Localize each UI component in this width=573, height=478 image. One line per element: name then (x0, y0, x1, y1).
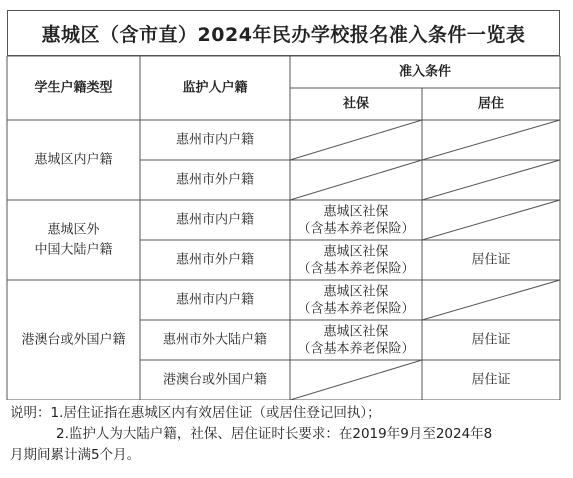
header-social: 社保 (342, 96, 370, 112)
student-type-label: 惠城区内户籍 (34, 152, 113, 168)
social-cell-line: 惠城区社保 (323, 324, 389, 340)
header-student-type: 学生户籍类型 (34, 80, 113, 96)
social-cell-note: （含基本养老保险） (297, 341, 415, 357)
header-guardian: 监护人户籍 (182, 80, 248, 96)
guardian-cell: 港澳台或外国户籍 (162, 372, 268, 388)
empty-cell-slash (422, 200, 560, 240)
empty-cell-slash (422, 120, 560, 160)
empty-cell-slash (422, 280, 560, 320)
header-residence: 居住 (477, 96, 505, 112)
guardian-cell: 惠州市内户籍 (175, 292, 255, 308)
residence-cell: 居住证 (471, 252, 511, 268)
social-cell-note: （含基本养老保险） (297, 261, 415, 277)
notes (10, 403, 565, 466)
note-line-1: 说明：1.居住证指在惠城区内有效居住证（或居住登记回执）； (10, 405, 381, 421)
guardian-cell: 惠州市外大陆户籍 (162, 332, 268, 348)
social-cell-line: 惠城区社保 (323, 204, 389, 220)
note-line-3: 月期间累计满5个月。 (10, 447, 141, 463)
social-cell-line: 惠城区社保 (323, 244, 389, 260)
social-cell-note: （含基本养老保险） (297, 301, 415, 317)
residence-cell: 居住证 (471, 372, 511, 388)
student-type-label: 港澳台或外国户籍 (21, 332, 126, 348)
empty-cell-slash (290, 360, 422, 400)
social-cell-line: 惠城区社保 (323, 284, 389, 300)
empty-cell-slash (290, 120, 422, 160)
student-type-label: 中国大陆户籍 (34, 242, 113, 258)
guardian-cell: 惠州市外户籍 (175, 252, 255, 268)
header-conditions: 准入条件 (398, 64, 452, 80)
note-line-2: 2.监护人为大陆户籍，社保、居住证时长要求：在2019年9月至2024年8 (56, 426, 493, 442)
student-type-label: 惠城区外 (47, 222, 100, 238)
guardian-cell: 惠州市内户籍 (175, 132, 255, 148)
guardian-cell: 惠州市外户籍 (175, 172, 255, 188)
title-text: 惠城区（含市直）2024年民办学校报名准入条件一览表 (41, 23, 526, 46)
social-cell-note: （含基本养老保险） (297, 221, 415, 237)
residence-cell: 居住证 (471, 332, 511, 348)
empty-cell-slash (290, 160, 422, 200)
empty-cell-slash (422, 160, 560, 200)
guardian-cell: 惠州市内户籍 (175, 212, 255, 228)
